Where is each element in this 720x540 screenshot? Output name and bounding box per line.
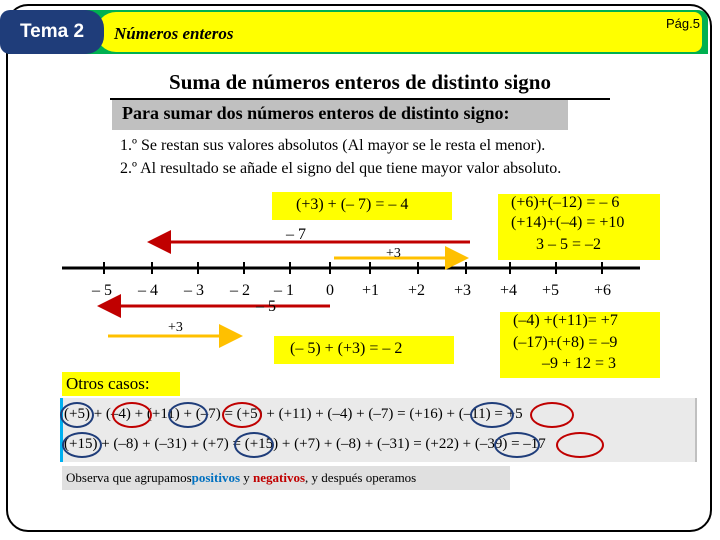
tick-label: +5 [542, 282, 560, 299]
positive-ring [234, 432, 274, 458]
chapter-title: Números enteros [114, 24, 234, 43]
rule-step-1: 1.º Se restan sus valores absolutos (Al mayor se le resta el menor). [120, 137, 546, 154]
otros-label: Otros casos: [66, 374, 150, 393]
page-title: Suma de números enteros de distinto signo [169, 70, 551, 94]
footnote-positivos: positivos [191, 470, 241, 485]
otros-line-1: (+5) + (–4) + (+11) + (–7) = (+5) + (+11) + (–4) + (–7) = (+16) + (–11) = +5 [64, 406, 523, 422]
tick-label: – 4 [138, 282, 158, 299]
tick-label: 0 [326, 282, 334, 299]
label-plus3-upper: +3 [386, 246, 401, 261]
tema-badge: Tema 2 [0, 10, 104, 54]
rule-step-2: 2.º Al resultado se añade el signo del que tiene mayor valor absoluto. [120, 160, 562, 177]
negative-ring [530, 402, 574, 428]
label-minus7: – 7 [286, 226, 306, 243]
example-1: (+3) + (– 7) = – 4 [296, 196, 409, 213]
positive-ring [494, 432, 540, 458]
negative-ring [222, 402, 262, 428]
tick-label: – 5 [92, 282, 112, 299]
example-right-top-3: 3 – 5 = –2 [536, 236, 602, 253]
page-number: Pág.5 [666, 16, 700, 31]
example-right-top-2: (+14)+(–4) = +10 [511, 214, 625, 231]
otros-line-2: (+15) + (–8) + (–31) + (+7) = (+15) + (+7) + (–8) + (–31) = (+22) + (–39) = –17 [64, 436, 546, 452]
tick-label: – 2 [230, 282, 250, 299]
example-right-bottom-2: (–17)+(+8) = –9 [513, 334, 618, 351]
footnote-text-3: , y después operamos [305, 470, 417, 485]
label-plus3-lower: +3 [168, 320, 183, 335]
positive-ring [60, 402, 94, 428]
example-2: (– 5) + (+3) = – 2 [290, 340, 403, 357]
positive-ring [470, 402, 514, 428]
footnote-negativos: negativos [253, 470, 306, 485]
label-minus5: – 5 [256, 298, 276, 315]
positive-ring [168, 402, 208, 428]
example-right-bottom-3: –9 + 12 = 3 [542, 355, 617, 372]
rule-heading: Para sumar dos números enteros de distinto signo: [122, 103, 510, 123]
footnote [62, 466, 510, 490]
tick-label: +6 [594, 282, 612, 299]
example-right-top-1: (+6)+(–12) = – 6 [511, 194, 620, 211]
tick-label: +3 [454, 282, 472, 299]
example-right-bottom-1: (–4) +(+11)= +7 [513, 312, 618, 329]
tick-label: +1 [362, 282, 380, 299]
tick-label: +4 [500, 282, 518, 299]
tick-label: – 1 [274, 282, 294, 299]
footnote-text-2: y [240, 470, 254, 485]
footnote-text-1: Observa que agrupamos [66, 470, 192, 485]
negative-ring [112, 402, 152, 428]
tick-label: +2 [408, 282, 426, 299]
negative-ring [556, 432, 604, 458]
positive-ring [62, 432, 102, 458]
tick-label: – 3 [184, 282, 204, 299]
